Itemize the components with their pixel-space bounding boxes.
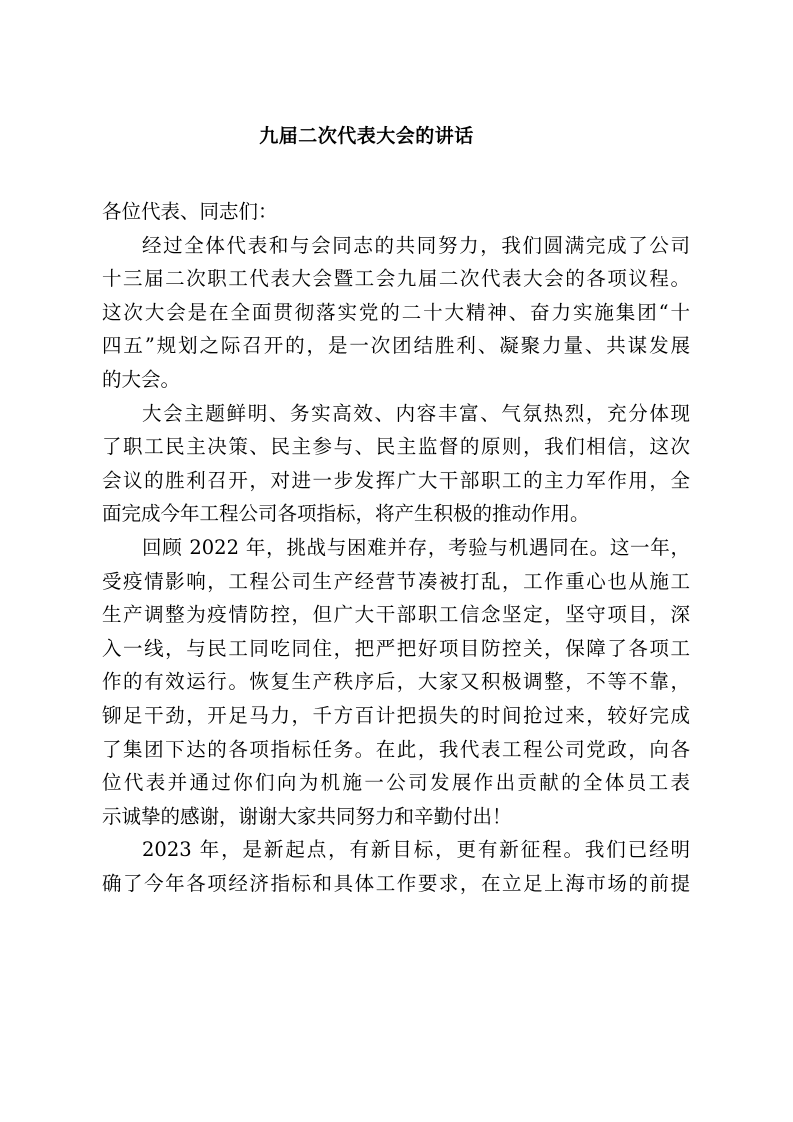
paragraph-line: 十三届二次职工代表大会暨工会九届二次代表大会的各项议程。 — [102, 267, 690, 291]
paragraph-line: 确了今年各项经济指标和具体工作要求，在立足上海市场的前提 — [102, 871, 690, 895]
paragraph-line: 的大会。 — [102, 367, 181, 391]
paragraph-line: 受疫情影响，工程公司生产经营节凑被打乱，工作重心也从施工 — [102, 569, 690, 593]
paragraph-line: 铆足干劲，开足马力，千方百计把损失的时间抢过来，较好完成 — [102, 703, 690, 727]
paragraph-line: 这次大会是在全面贯彻落实党的二十大精神、奋力实施集团“十 — [102, 300, 690, 324]
paragraph-line: 大会主题鲜明、务实高效、内容丰富、气氛热烈，充分体现 — [142, 401, 690, 425]
paragraph-line: 入一线，与民工同吃同住，把严把好项目防控关，保障了各项工 — [102, 636, 690, 660]
paragraph-2 — [102, 397, 690, 531]
paragraph-1 — [102, 229, 690, 397]
paragraph-3 — [102, 531, 690, 833]
paragraph-line: 2023 年，是新起点，有新目标，更有新征程。我们已经明 — [142, 838, 690, 862]
paragraph-line: 会议的胜利召开，对进一步发挥广大干部职工的主力军作用，全 — [102, 468, 690, 492]
paragraph-line: 示诚挚的感谢，谢谢大家共同努力和辛勤付出！ — [102, 804, 512, 828]
paragraph-line: 四五”规划之际召开的，是一次团结胜利、凝聚力量、共谋发展 — [102, 334, 690, 358]
paragraph-line: 经过全体代表和与会同志的共同努力，我们圆满完成了公司 — [142, 233, 690, 257]
document-body — [102, 195, 690, 900]
paragraph-line: 面完成今年工程公司各项指标，将产生积极的推动作用。 — [102, 502, 590, 526]
paragraph-line: 作的有效运行。恢复生产秩序后，大家又积极调整，不等不靠， — [102, 670, 690, 694]
paragraph-line: 位代表并通过你们向为机施一公司发展作出贡献的全体员工表 — [102, 771, 690, 795]
paragraph-4 — [102, 833, 690, 900]
salutation: 各位代表、同志们： — [102, 200, 278, 223]
paragraph-line: 回顾 2022 年，挑战与困难并存，考验与机遇同在。这一年， — [142, 535, 690, 559]
paragraph-line: 了职工民主决策、民主参与、民主监督的原则，我们相信，这次 — [102, 435, 690, 459]
paragraph-line: 生产调整为疫情防控，但广大干部职工信念坚定，坚守项目，深 — [102, 603, 690, 627]
paragraph-line: 了集团下达的各项指标任务。在此，我代表工程公司党政，向各 — [102, 737, 690, 761]
document-title: 九届二次代表大会的讲话 — [259, 125, 474, 147]
